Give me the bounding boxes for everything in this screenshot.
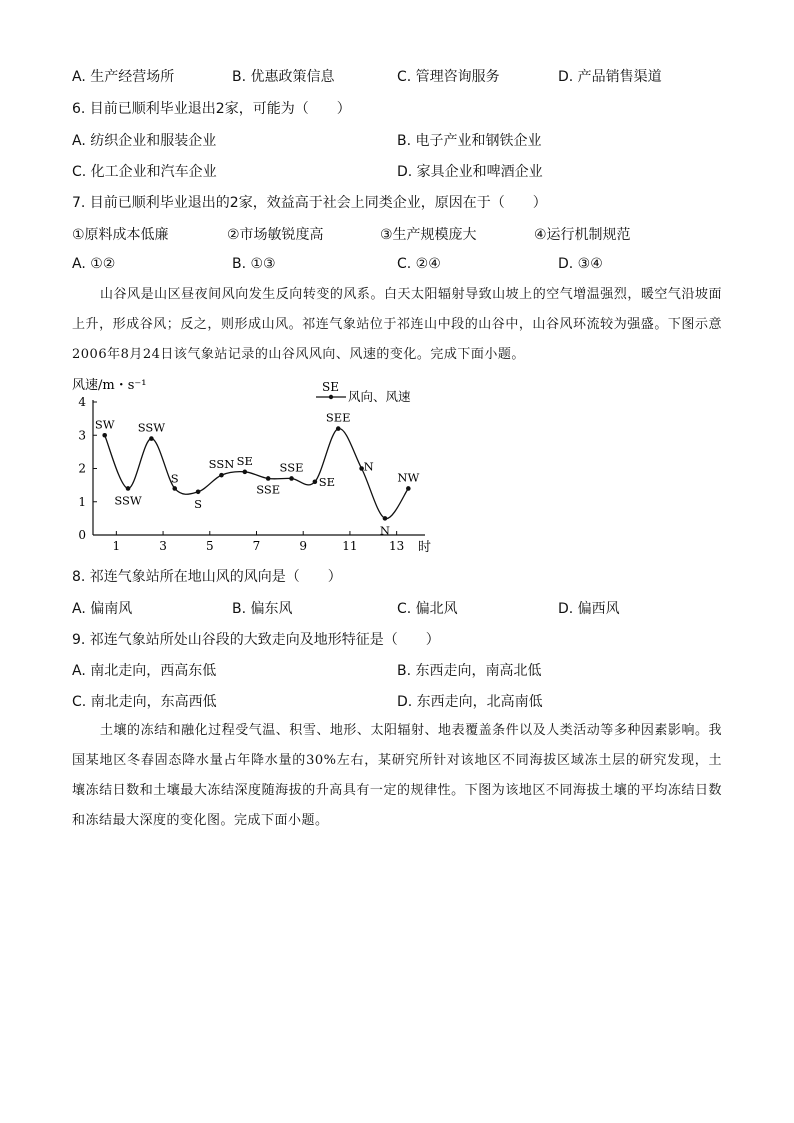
legend-dot [329, 395, 333, 399]
wind-speed-line [105, 428, 409, 518]
wind-point [406, 486, 411, 491]
passage-valley-wind-text: 山谷风是山区昼夜间风向发生反向转变的风系。白天太阳辐射导致山坡上的空气增温强烈，暖空气沿坡面上升，形成谷风；反之，则形成山风。祁连气象站位于祁连山中段的山谷中，山谷风环流较为强盛。下图示意2006年8月24日该气象站记录的山谷风风向、风速的变化。完成下面小题。 [72, 287, 722, 362]
wind-point [336, 426, 341, 431]
q9-option-d: D. 东西走向，北高南低 [397, 694, 543, 710]
wind-direction-label: SW [94, 417, 115, 432]
wind-direction-label: SSW [137, 420, 166, 435]
wind-speed-chart [70, 374, 440, 558]
q6-option-b: B. 电子产业和钢铁企业 [397, 133, 542, 149]
wind-direction-label: N [379, 523, 390, 538]
x-tick-label: 13 [389, 539, 405, 553]
q7-item-4: ④运行机制规范 [534, 227, 631, 243]
y-tick-label: 1 [78, 494, 86, 509]
legend-symbol-label: SE [322, 380, 339, 394]
wind-direction-label: SSE [279, 460, 304, 475]
q7-item-3: ③生产规模庞大 [380, 227, 477, 243]
q9-stem: 9. 祁连气象站所处山谷段的大致走向及地形特征是（ ） [72, 632, 440, 648]
wind-direction-label: SEE [325, 410, 351, 425]
y-tick-label: 3 [78, 428, 86, 443]
q7-option-c: C. ②④ [397, 256, 441, 272]
y-axis-label: 风速/m・s⁻¹ [72, 378, 147, 393]
q5-option-b: B. 优惠政策信息 [232, 69, 335, 85]
q7-option-d: D. ③④ [558, 256, 603, 272]
wind-point [149, 436, 154, 441]
q7-stem: 7. 目前已顺利毕业退出的2家，效益高于社会上同类企业，原因在于（ ） [72, 195, 547, 211]
wind-direction-label: SSN [208, 457, 235, 472]
wind-point [289, 476, 294, 481]
wind-direction-label: SSE [256, 482, 281, 497]
q8-option-c: C. 偏北风 [397, 601, 458, 617]
x-tick-label: 5 [205, 539, 214, 553]
chart-ticks [78, 395, 404, 553]
wind-direction-label: SE [318, 474, 336, 489]
wind-direction-label: S [194, 496, 203, 511]
wind-point [383, 516, 388, 521]
passage-valley-wind [72, 280, 722, 370]
x-tick-label: 3 [159, 539, 167, 553]
x-tick-label: 9 [299, 539, 308, 553]
y-tick-label: 0 [78, 528, 86, 542]
q7-option-b: B. ①③ [232, 256, 276, 272]
chart-legend [316, 380, 411, 404]
wind-point [219, 473, 224, 478]
x-tick-label: 1 [112, 539, 121, 553]
wind-point [266, 476, 271, 481]
wind-point [172, 486, 177, 491]
q8-option-b: B. 偏东风 [232, 601, 293, 617]
wind-direction-label: N [363, 459, 374, 474]
passage-frozen-soil [72, 716, 722, 836]
q8-stem: 8. 祁连气象站所在地山风的风向是（ ） [72, 569, 342, 585]
wind-direction-label: SE [236, 453, 253, 468]
q6-option-c: C. 化工企业和汽车企业 [72, 164, 217, 180]
x-axis-label: 时 [418, 540, 432, 555]
x-tick-label: 11 [342, 539, 358, 553]
q5-option-c: C. 管理咨询服务 [397, 69, 500, 85]
q8-option-d: D. 偏西风 [558, 601, 620, 617]
legend-text: 风向、风速 [348, 389, 411, 404]
q7-option-a: A. ①② [72, 256, 116, 272]
q5-option-d: D. 产品销售渠道 [558, 69, 662, 85]
q6-option-d: D. 家具企业和啤酒企业 [397, 164, 543, 180]
wind-point [196, 489, 201, 494]
wind-direction-labels [95, 411, 420, 538]
q9-option-c: C. 南北走向，东高西低 [72, 694, 217, 710]
q6-stem: 6. 目前已顺利毕业退出2家，可能为（ ） [72, 101, 351, 117]
q9-option-b: B. 东西走向，南高北低 [397, 663, 542, 679]
q8-option-a: A. 偏南风 [72, 601, 133, 617]
q7-item-1: ①原料成本低廉 [72, 227, 169, 243]
x-tick-label: 7 [252, 539, 261, 553]
y-tick-label: 2 [78, 461, 86, 476]
wind-point [126, 486, 131, 491]
q6-option-a: A. 纺织企业和服装企业 [72, 133, 217, 149]
wind-point [243, 470, 248, 475]
wind-direction-label: S [170, 471, 179, 486]
wind-point [102, 433, 107, 438]
q7-item-2: ②市场敏锐度高 [227, 227, 324, 243]
wind-direction-label: NW [397, 470, 420, 485]
y-tick-label: 4 [78, 395, 86, 409]
q9-option-a: A. 南北走向，西高东低 [72, 663, 217, 679]
wind-direction-label: SSW [114, 493, 142, 508]
q5-option-a: A. 生产经营场所 [72, 69, 175, 85]
passage-frozen-soil-text: 土壤的冻结和融化过程受气温、积雪、地形、太阳辐射、地表覆盖条件以及人类活动等多种因素影响。我国某地区冬春固态降水量占年降水量的30%左右，某研究所针对该地区不同海拔区域冻土层的研究发现，土壤冻结日数和土壤最大冻结深度随海拔的升高具有一定的规律性。下图为该地区不同海拔土壤的平均冻结日数和冻结最大深度的变化图。完成下面小题。 [72, 723, 722, 828]
wind-point [313, 480, 318, 485]
